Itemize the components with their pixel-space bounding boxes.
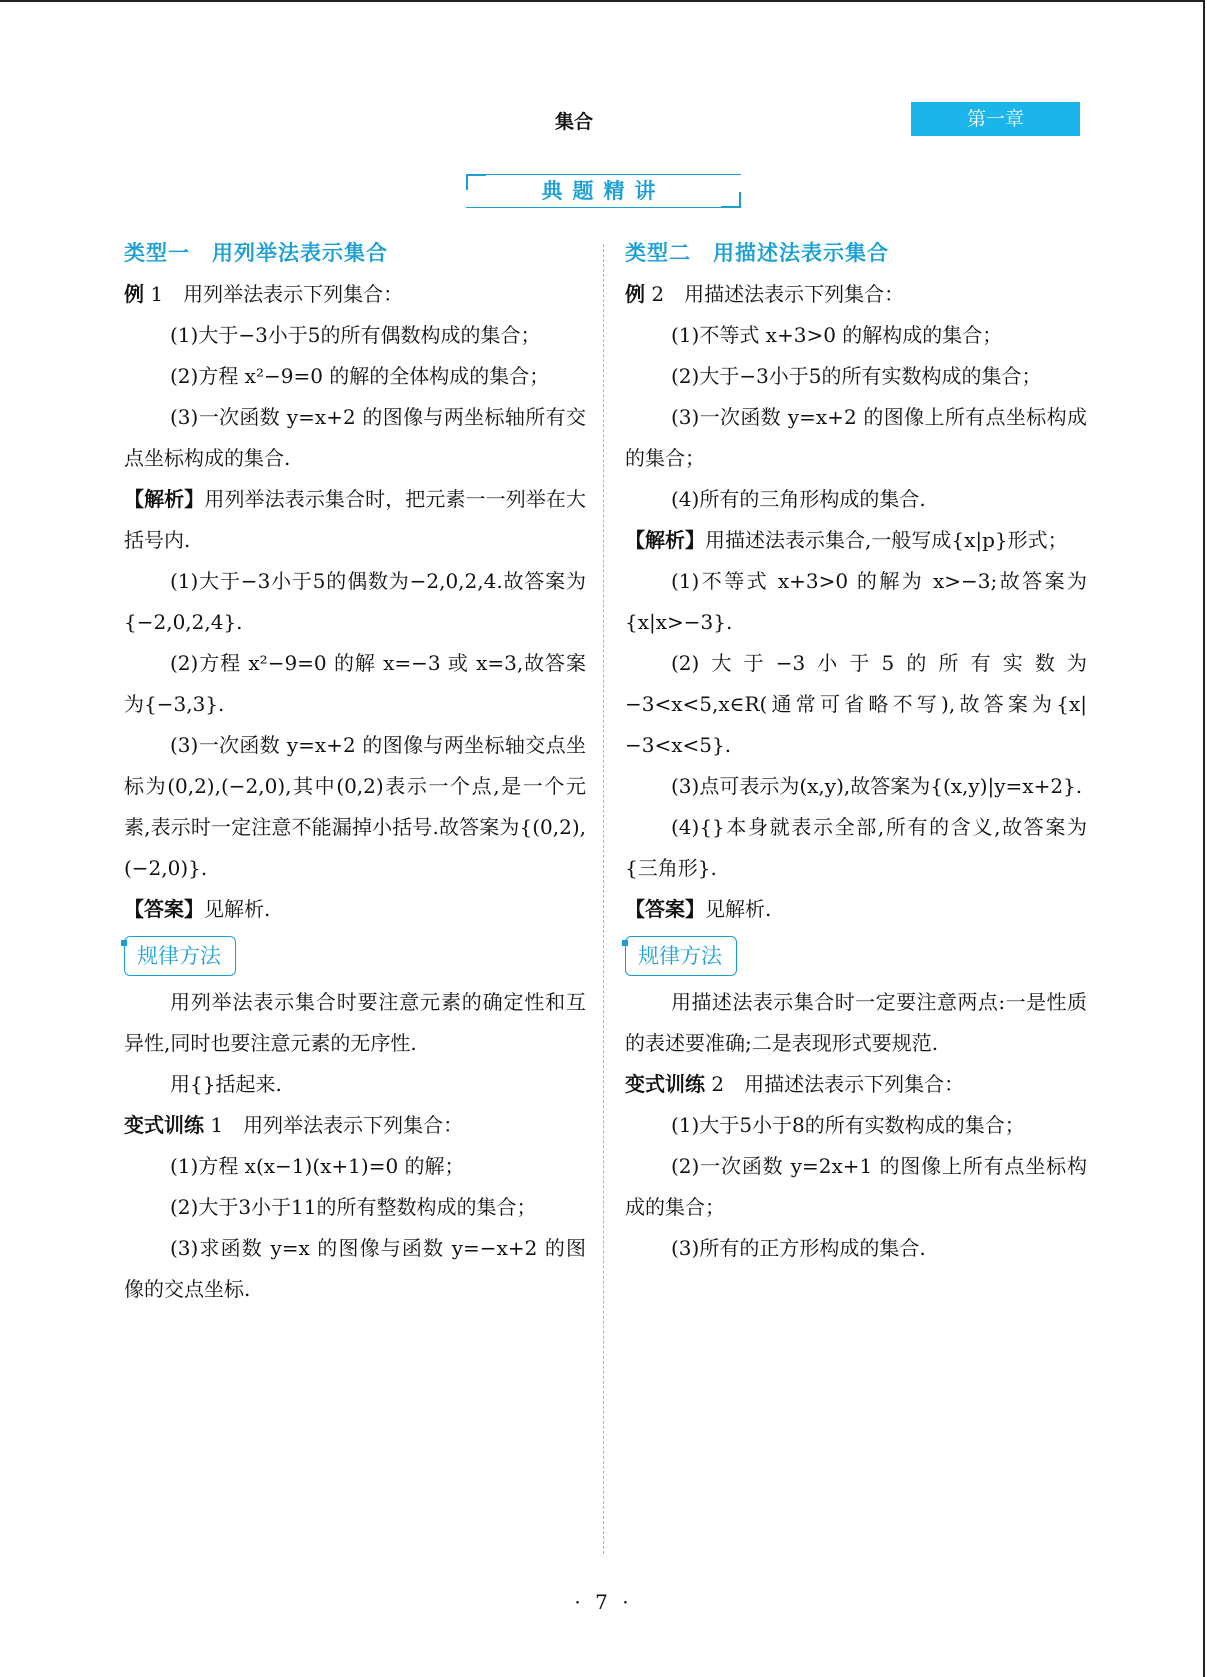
practice-1-item: (2)大于3小于11的所有整数构成的集合；: [170, 1195, 537, 1219]
analysis-paragraph: (2)方程 x²−9=0 的解 x=−3 或 x=3,故答案为{−3,3}.: [124, 651, 586, 716]
example-2-item: (1)不等式 x+3>0 的解构成的集合；: [671, 323, 1003, 347]
answer-line: 【答案】见解析.: [124, 897, 271, 921]
right-column: [625, 232, 1087, 1269]
method-box-title: 规律方法: [638, 944, 722, 968]
method-box: [625, 936, 737, 976]
column-divider: [603, 244, 604, 1554]
type-one-heading: 类型一 用列举法表示集合: [124, 241, 388, 265]
left-column: [124, 232, 586, 1310]
analysis-label: 【解析】: [625, 528, 705, 552]
method-box-title: 规律方法: [137, 944, 221, 968]
type-two-heading: 类型二 用描述法表示集合: [625, 241, 889, 265]
method-box-marker: [121, 940, 127, 946]
analysis-paragraph: (4){}本身就表示全部,所有的含义,故答案为{三角形}.: [625, 815, 1087, 880]
analysis-paragraph: (2)大于−3小于5的所有实数为−3<x<5,x∈R(通常可省略不写),故答案为{x|−3<x<5}.: [625, 651, 1087, 757]
section-banner-title: 典题精讲: [541, 179, 666, 203]
practice-1-stem: 变式训练 1 用列举法表示下列集合：: [124, 1113, 464, 1137]
example-2-stem: 例 2 用描述法表示下列集合：: [625, 282, 905, 306]
analysis-intro: 【解析】用列举法表示集合时，把元素一一列举在大括号内.: [124, 487, 587, 552]
example-2-item: (3)一次函数 y=x+2 的图像上所有点坐标构成的集合；: [625, 405, 1087, 470]
practice-label: 变式训练: [124, 1113, 204, 1137]
method-paragraph: 用列举法表示集合时要注意元素的确定性和互异性,同时也要注意元素的无序性.: [124, 990, 586, 1055]
analysis-paragraph: (3)一次函数 y=x+2 的图像与两坐标轴交点坐标为(0,2),(−2,0),其中(0,2)表示一个点,是一个元素,表示时一定注意不能漏掉小括号.故答案为{(0,2),(−2,0)}.: [124, 733, 586, 880]
method-box: [124, 936, 236, 976]
method-paragraph: 用描述法表示集合时一定要注意两点:一是性质的表述要准确;二是表现形式要规范.: [625, 990, 1087, 1055]
practice-2-stem: 变式训练 2 用描述法表示下列集合：: [625, 1072, 965, 1096]
section-banner: [466, 174, 741, 208]
practice-1-item: (1)方程 x(x−1)(x+1)=0 的解；: [170, 1154, 465, 1178]
example-label: 例: [625, 282, 645, 306]
example-2-item: (4)所有的三角形构成的集合.: [671, 487, 926, 511]
example-1-item: (1)大于−3小于5的所有偶数构成的集合；: [170, 323, 541, 347]
analysis-label: 【解析】: [124, 487, 205, 511]
page-number: · 7 ·: [574, 1590, 633, 1614]
analysis-paragraph: (1)不等式 x+3>0 的解为 x>−3;故答案为{x|x>−3}.: [625, 569, 1087, 634]
example-label: 例: [124, 282, 144, 306]
answer-label: 【答案】: [124, 897, 204, 921]
method-paragraph: 用{}括起来.: [170, 1072, 282, 1096]
method-box-marker: [622, 940, 628, 946]
practice-2-item: (3)所有的正方形构成的集合.: [671, 1236, 926, 1260]
chapter-tab: 第一章: [911, 102, 1080, 136]
practice-label: 变式训练: [625, 1072, 705, 1096]
analysis-paragraph: (1)大于−3小于5的偶数为−2,0,2,4.故答案为{−2,0,2,4}.: [124, 569, 586, 634]
example-1-item: (3)一次函数 y=x+2 的图像与两坐标轴所有交点坐标构成的集合.: [124, 405, 586, 470]
practice-2-item: (2)一次函数 y=2x+1 的图像上所有点坐标构成的集合；: [625, 1154, 1087, 1219]
practice-1-item: (3)求函数 y=x 的图像与函数 y=−x+2 的图像的交点坐标.: [124, 1236, 586, 1301]
example-1-stem: 例 1 用列举法表示下列集合：: [124, 282, 404, 306]
example-2-item: (2)大于−3小于5的所有实数构成的集合；: [671, 364, 1042, 388]
analysis-paragraph: (3)点可表示为(x,y),故答案为{(x,y)|y=x+2}.: [671, 774, 1083, 798]
answer-line: 【答案】见解析.: [625, 897, 772, 921]
practice-2-item: (1)大于5小于8的所有实数构成的集合；: [671, 1113, 1025, 1137]
example-1-item: (2)方程 x²−9=0 的解的全体构成的集合；: [170, 364, 550, 388]
answer-label: 【答案】: [625, 897, 705, 921]
analysis-intro: 【解析】用描述法表示集合,一般写成{x|p}形式；: [625, 528, 1068, 552]
running-title: 集合: [555, 111, 594, 133]
